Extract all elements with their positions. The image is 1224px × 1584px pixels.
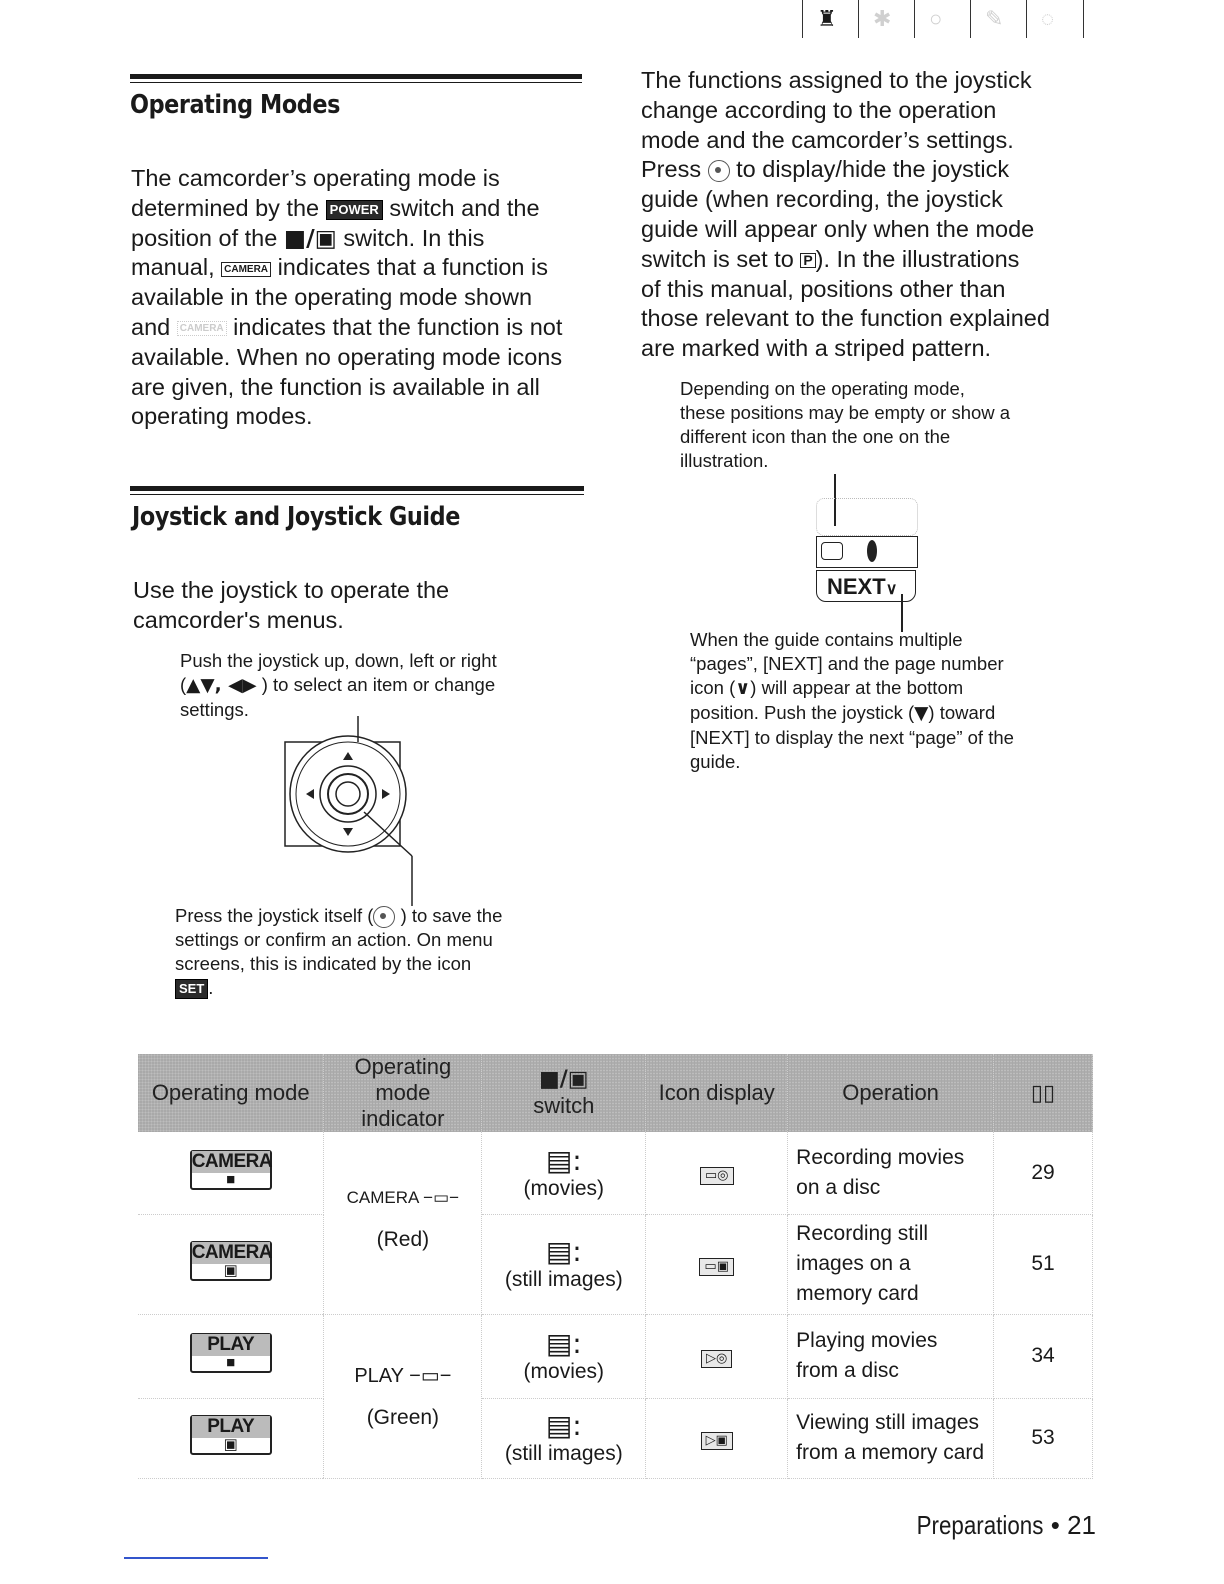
camera-mode-unavailable-icon: CAMERA [177,321,227,336]
joystick-push-text: Push the joystick up, down, left or right (▲▼, ◀▶ ) to select an item or change settings. [180,650,497,720]
footer-link-line [124,1557,268,1559]
tab-5-icon: ◌ [1041,6,1055,31]
page-footer [896,1510,1096,1541]
lamp-icon: −▭− [409,1364,452,1387]
footer-section: Preparations [916,1510,1044,1540]
chevron-down-icon: ∨ [735,678,751,699]
power-icon: POWER [326,200,383,220]
tab-preparations[interactable] [802,0,859,38]
stand-icon: ♜ [817,6,837,31]
guide-return-icon [821,542,843,560]
guide-next-button: NEXT∨ [816,570,916,602]
mode-switch-movie-icon: ▤: [545,1143,582,1177]
page-number: 21 [1067,1510,1096,1540]
section-title-operating-modes: Operating Modes [130,90,341,120]
guide-pages-text: When the guide contains multiple “pages”, [NEXT] and the page number icon (∨) will appear at the bottom position. Push the joystick (▼) toward [NEXT] to display the next “page” of the guide. [690,629,1014,772]
lamp-icon: −▭− [423,1187,460,1207]
page-ref: 29 [994,1132,1093,1214]
tab-2[interactable] [858,0,915,38]
joystick-intro: Use the joystick to operate the camcorder's menus. [133,577,450,633]
table-row: CAMERA ■ CAMERA −▭− (Red) ▤: (movies) ▭◎ Recording movies on a disc 29 [138,1132,1093,1214]
section-title-joystick: Joystick and Joystick Guide [132,502,460,532]
card-play-icon: ▷▣ [701,1432,733,1450]
set-icon: SET [175,979,208,999]
guide-note-text: Depending on the operating mode, these positions may be empty or show a different icon than the one on the illustration. [680,378,1011,471]
tab-4-icon: ✎ [985,6,1004,31]
header-operation: Operation [788,1054,994,1132]
mode-switch-photo-icon: ▤: [545,1235,582,1268]
page-ref: 51 [994,1214,1093,1314]
guide-striped-position [816,498,918,536]
header-operating-mode: Operating mode [138,1054,324,1132]
card-photo-icon: ▭▣ [699,1258,734,1276]
joystick-guide-diagram [812,474,922,634]
operating-modes-paragraph: The camcorder’s operating mode is determined by the POWER switch and the position of the ■/▣ switch. In this manual, CAMERA indicates that a function is available in the operating mode shown and CAMERA indicates that the function is not available. When no operating mode icons are given, the function is available in all operating modes. [131,165,563,430]
play-photo-mode-icon: PLAY ▣ [190,1415,272,1455]
camera-photo-mode-icon: CAMERA ▣ [191,1242,273,1279]
table-header-row [138,1054,1093,1132]
tab-3-icon: ○ [929,6,943,31]
play-indicator-cell: PLAY −▭− (Green) [324,1314,482,1478]
guide-middle-row [816,536,918,568]
tab-5[interactable] [1026,0,1084,38]
section-rule [130,486,584,491]
section-rule-thin [130,82,582,83]
operating-modes-table [138,1054,1093,1479]
header-switch: ■/▣ switch [482,1054,646,1132]
page-ref: 53 [994,1398,1093,1478]
joystick-press-icon [373,906,395,928]
page-ref: 34 [994,1314,1093,1398]
mode-switch-movie-icon: ▤: [545,1327,582,1360]
mode-switch-photo-icon: ▤: [545,1409,582,1442]
camera-mode-icon: CAMERA [221,262,271,277]
footer-bullet: • [1050,1510,1060,1540]
direction-arrows-icon: ▲▼, ◀▶ [186,675,257,696]
header-icon-display: Icon display [646,1054,788,1132]
down-arrow-icon: ▼ [914,703,929,724]
mode-switch-icon: ■/▣ [538,1067,589,1092]
section-rule-thin [130,494,584,495]
chevron-down-icon: ∨ [885,581,898,598]
table-row: PLAY ■ PLAY −▭− (Green) ▤: (movies) ▷◎ Playing movies from a disc 34 [138,1314,1093,1398]
table-row: PLAY ▣ ▤: (still images) ▷▣ Viewing still images from a memory card 53 [138,1398,1093,1478]
camera-movie-mode-icon: CAMERA ■ [191,1150,273,1188]
disc-movie-icon: ▭◎ [700,1167,734,1185]
tab-2-icon: ✱ [873,6,892,31]
header-indicator: Operating mode indicator [324,1054,482,1132]
mode-switch-icon: ■/▣ [283,223,337,252]
program-mode-icon: P [800,253,815,268]
joystick-functions-paragraph: The functions assigned to the joystick change according to the operation mode and the camcorder’s settings. Press to display/hide the joystick guide (when recording, the joystick guide will appear only when the mode switch is set to P ). In the illustrations of this manual, positions other than those relevant to the function explained are marked with a striped pattern. [641,67,1050,362]
tab-3[interactable] [914,0,971,38]
book-icon: ▯▯ [994,1054,1093,1132]
guide-joystick-icon [867,540,877,562]
play-movie-mode-icon: PLAY ■ [190,1333,272,1373]
joystick-press-text: Press the joystick itself ( ) to save the settings or confirm an action. On menu screens, this is indicated by the icon SET . [175,905,503,999]
section-rule [130,74,582,79]
table-row: CAMERA ▣ ▤: (still images) ▭▣ Recording still images on a memory card 51 [138,1214,1093,1314]
disc-play-icon: ▷◎ [701,1350,732,1368]
joystick-diagram [280,716,430,906]
joystick-press-icon [708,160,730,182]
camera-indicator-cell: CAMERA −▭− (Red) [324,1132,482,1314]
tab-4[interactable] [970,0,1027,38]
